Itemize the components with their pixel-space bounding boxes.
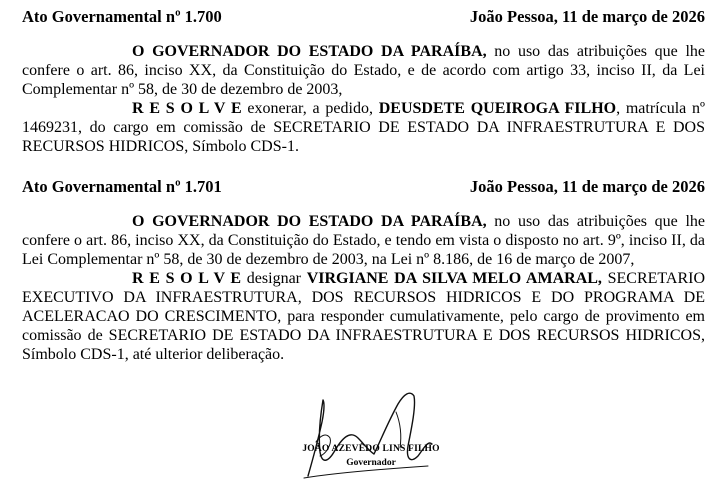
resolve-keyword: R E S O L V E bbox=[132, 100, 242, 117]
signature-block bbox=[268, 382, 468, 492]
document-page bbox=[22, 6, 705, 364]
resolution-text: SECRETARIO EXECUTIVO DA INFRAESTRUTURA, DOS RECURSOS HIDRICOS E DO PROGRAMA DE ACELERACAO DO CRESCIMENTO, para responder cumulativamente, pelo cargo de provimento em comissão de SECRETARIO DE ESTADO DA INFRAESTRUTURA E DOS RECURSOS HIDRICOS, Símbolo CDS-1, até ulterior deliberação. bbox=[22, 270, 706, 363]
act-1700 bbox=[22, 6, 705, 156]
preamble-text: no uso das atribuições que lhe confere o art. 86, inciso XX, da Constituição do Estado, e de acordo com artigo 33, inciso II, da Lei Complementar nº 58, de 30 de dezembro de 2003, bbox=[22, 43, 705, 98]
act-1701 bbox=[22, 176, 705, 364]
handwritten-signature-icon bbox=[268, 382, 468, 492]
governor-title: O GOVERNADOR DO ESTADO DA PARAÍBA, bbox=[132, 213, 487, 230]
resolve-keyword: R E S O L V E bbox=[132, 270, 242, 287]
act-title: Ato Governamental nº 1.701 bbox=[22, 177, 222, 196]
resolution-verb: exonerar, a pedido, bbox=[241, 100, 379, 117]
act-place-date: João Pessoa, 11 de março de 2026 bbox=[469, 7, 705, 26]
person-name: DEUSDETE QUEIROGA FILHO bbox=[378, 100, 617, 117]
resolution-verb: designar bbox=[241, 270, 307, 287]
act-resolution bbox=[22, 269, 705, 364]
governor-title: O GOVERNADOR DO ESTADO DA PARAÍBA, bbox=[132, 43, 487, 60]
act-place-date: João Pessoa, 11 de março de 2026 bbox=[469, 177, 705, 196]
act-preamble bbox=[22, 212, 705, 269]
resolution-text: , matrícula nº 1469231, do cargo em comissão de SECRETARIO DE ESTADO DA INFRAESTRUTURA E DOS RECURSOS HIDRICOS, Símbolo CDS-1. bbox=[22, 100, 706, 155]
person-name: VIRGIANE DA SILVA MELO AMARAL, bbox=[306, 270, 602, 287]
act-header bbox=[22, 6, 705, 28]
act-body bbox=[22, 42, 705, 156]
preamble-text: no uso das atribuições que lhe confere o art. 86, inciso XX, da Constituição do Estado, e tendo em vista o disposto no art. 9º, inciso II, da Lei Complementar nº 58, de 30 de dezembro de 2003, na Lei nº 8.186, de 16 de março de 2007, bbox=[22, 213, 705, 268]
signatory-name: JOÃO AZEVÊDO LINS FILHO bbox=[302, 444, 440, 454]
act-preamble bbox=[22, 42, 705, 99]
act-header bbox=[22, 176, 705, 198]
act-title: Ato Governamental nº 1.700 bbox=[22, 7, 222, 26]
act-resolution bbox=[22, 99, 705, 156]
signatory-role: Governador bbox=[346, 458, 396, 468]
act-body bbox=[22, 212, 705, 364]
